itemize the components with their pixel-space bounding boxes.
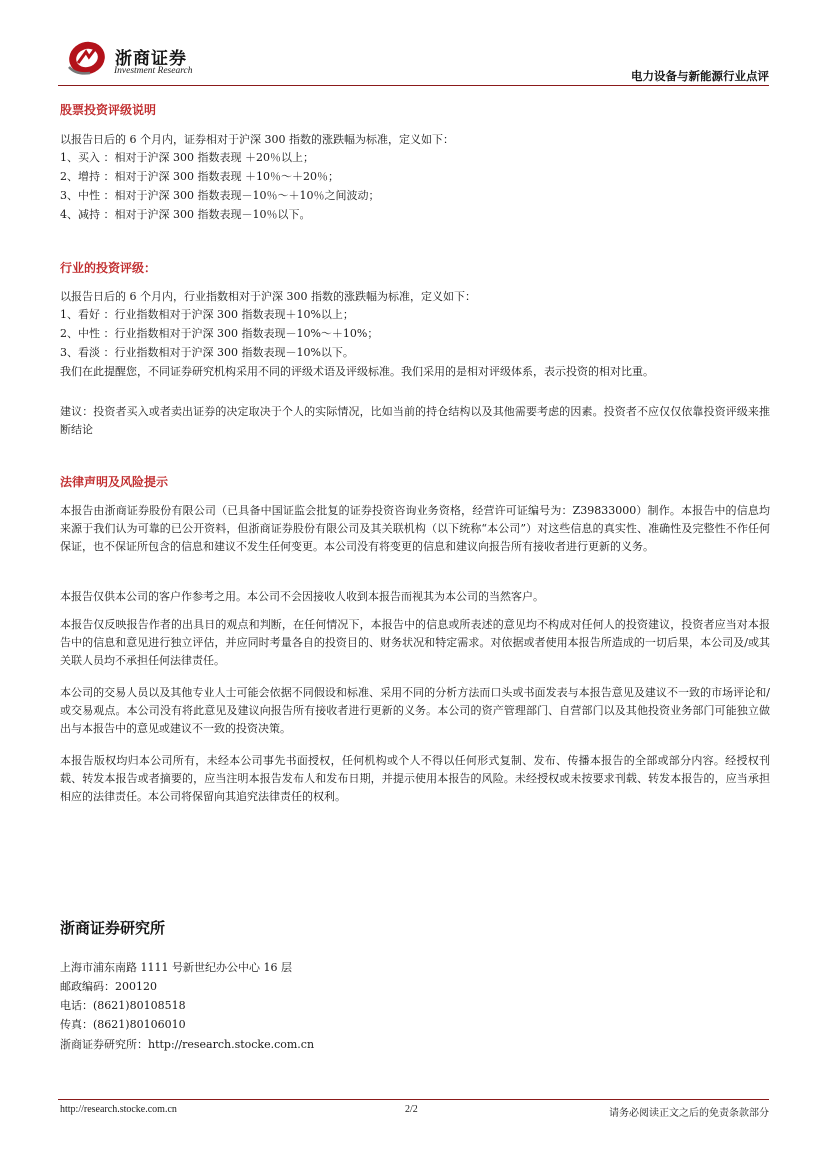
industry-rating-item: 3、看淡 ：行业指数相对于沪深 300 指数表现－10%以下。 (60, 346, 354, 359)
industry-rating-intro: 以报告日后的 6 个月内，行业指数相对于沪深 300 指数的涨跌幅为标准，定义如下： (60, 290, 476, 303)
header-rule (58, 85, 769, 86)
legal-paragraph: 本报告仅供本公司的客户作参考之用。本公司不会因接收人收到本报告而视其为本公司的当然客户。 (60, 590, 544, 603)
institute-postcode: 邮政编码：200120 (60, 980, 157, 993)
logo-subtitle: Investment Research (114, 66, 193, 76)
industry-rating-item: 2、中性 ：行业指数相对于沪深 300 指数表现－10%～＋10%； (60, 327, 379, 340)
legal-title: 法律声明及风险提示 (60, 475, 169, 489)
stock-rating-item: 3、中性 ：相对于沪深 300 指数表现－10％～＋10％之间波动； (60, 189, 380, 202)
stock-rating-item: 1、买入 ：相对于沪深 300 指数表现 ＋20％以上； (60, 151, 314, 164)
page-number: 2/2 (405, 1104, 418, 1115)
institute-phone: 电话：(8621)80108518 (60, 999, 186, 1012)
industry-rating-title: 行业的投资评级： (60, 261, 157, 275)
report-type-title: 电力设备与新能源行业点评 (631, 69, 769, 83)
legal-paragraph: 本报告版权均归本公司所有，未经本公司事先书面授权，任何机构或个人不得以任何形式复制、发布、传播本报告的全部或部分内容。经授权刊载、转发本报告或者摘要的，应当注明本报告发布人和发布日期，并提示使用本报告的风险。未经授权或未按要求刊载、转发本报告的，应当承担相应的法律责任。本公司将保留向其追究法律责任的权利。 (60, 754, 770, 803)
industry-rating-advice: 建议：投资者买入或者卖出证券的决定取决于个人的实际情况，比如当前的持仓结构以及其他需要考虑的因素。投资者不应仅仅依靠投资评级来推断结论 (60, 405, 770, 436)
legal-paragraph: 本报告仅反映报告作者的出具日的观点和判断，在任何情况下，本报告中的信息或所表述的意见均不构成对任何人的投资建议，投资者应当对本报告中的信息和意见进行独立评估，并应同时考量各自的投资目的、财务状况和特定需求。对依据或者使用本报告所造成的一切后果，本公司及/或其关联人员均不承担任何法律责任。 (60, 618, 770, 667)
stock-rating-item: 4、减持 ：相对于沪深 300 指数表现－10％以下。 (60, 208, 311, 221)
legal-paragraph: 本公司的交易人员以及其他专业人士可能会依据不同假设和标准、采用不同的分析方法而口头或书面发表与本报告意见及建议不一致的市场评论和/或交易观点。本公司没有将此意见及建议向报告所有接收者进行更新的义务。本公司的资产管理部门、自营部门以及其他投资业务部门可能独立做出与本报告中的意见或建议不一致的投资决策。 (60, 686, 770, 735)
stock-rating-title: 股票投资评级说明 (60, 103, 157, 117)
institute-address: 上海市浦东南路 1111 号新世纪办公中心 16 层 (60, 961, 292, 974)
industry-rating-item: 1、看好 ：行业指数相对于沪深 300 指数表现＋10%以上； (60, 308, 354, 321)
company-logo-icon (64, 37, 108, 77)
legal-paragraph: 本报告由浙商证券股份有限公司（已具备中国证监会批复的证券投资咨询业务资格，经营许可证编号为：Z39833000）制作。本报告中的信息均来源于我们认为可靠的已公开资料，但浙商证券股份有限公司及其关联机构（以下统称“本公司”）对这些信息的真实性、准确性及完整性不作任何保证，也不保证所包含的信息和建议不发生任何变更。本公司没有将变更的信息和建议向报告所有接收者进行更新的义务。 (60, 504, 770, 553)
institute-fax: 传真：(8621)80106010 (60, 1018, 186, 1031)
stock-rating-item: 2、增持 ：相对于沪深 300 指数表现 ＋10％～＋20％； (60, 170, 339, 183)
footer-rule (58, 1099, 769, 1100)
institute-name: 浙商证券研究所 (60, 919, 166, 937)
footer-url[interactable]: http://research.stocke.com.cn (60, 1104, 177, 1115)
stock-rating-intro: 以报告日后的 6 个月内，证券相对于沪深 300 指数的涨跌幅为标准，定义如下： (60, 133, 454, 146)
footer-disclaimer: 请务必阅读正文之后的免责条款部分 (609, 1108, 769, 1119)
industry-rating-note: 我们在此提醒您，不同证券研究机构采用不同的评级术语及评级标准。我们采用的是相对评级体系，表示投资的相对比重。 (60, 365, 654, 378)
logo-company-name: 浙商证券 (115, 49, 187, 69)
institute-website[interactable]: 浙商证券研究所：http://research.stocke.com.cn (60, 1038, 315, 1051)
